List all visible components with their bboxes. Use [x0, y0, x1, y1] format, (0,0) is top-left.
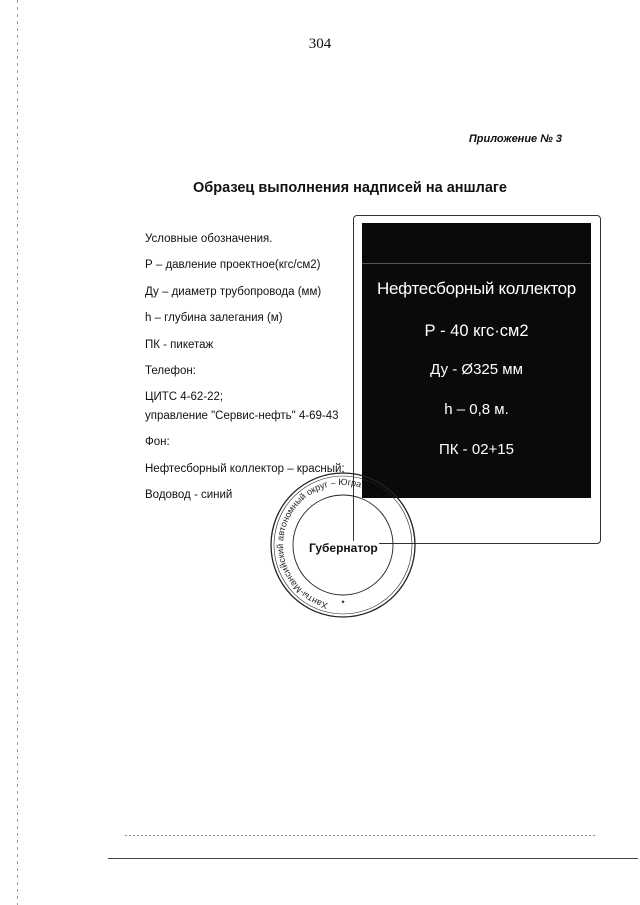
- legend-item-depth: h – глубина залегания (м): [145, 312, 283, 324]
- legend-phone-heading: Телефон:: [145, 365, 196, 377]
- bottom-rule: [108, 858, 638, 859]
- seal-center-text: Губернатор: [309, 541, 378, 555]
- page-margin-rule: [17, 0, 18, 905]
- legend-background-collector: Нефтесборный коллектор – красный;: [145, 463, 345, 475]
- legend-item-picket: ПК - пикетаж: [145, 339, 214, 351]
- sign-board: [362, 223, 591, 498]
- sign-top-band: [362, 263, 591, 264]
- appendix-label: Приложение № 3: [468, 133, 562, 145]
- sign-title: Нефтесборный коллектор: [377, 279, 576, 298]
- legend-item-diameter: Ду – диаметр трубопровода (мм): [145, 286, 322, 298]
- page-title: Образец выполнения надписей на аншлаге: [192, 180, 507, 196]
- legend-background-water: Водовод - синий: [145, 489, 233, 501]
- bottom-dotted-rule: [125, 835, 595, 836]
- seal-ring-text: Ханты-Мансийский автономный округ – Югра: [275, 476, 363, 611]
- sign-depth: h – 0,8 м.: [444, 401, 509, 418]
- sign-diameter: Ду - Ø325 мм: [430, 361, 523, 378]
- legend-heading: Условные обозначения.: [145, 233, 273, 245]
- seal-star-icon: ✦: [340, 600, 346, 606]
- legend-phone-cits: ЦИТС 4-62-22;: [145, 391, 224, 403]
- legend-item-pressure: Р – давление проектное(кгс/см2): [145, 259, 321, 271]
- legend-background-heading: Фон:: [145, 436, 170, 448]
- sign-pressure: Р - 40 кгс·см2: [424, 322, 529, 340]
- legend-phone-service: управление "Сервис-нефть" 4-69-43: [145, 410, 339, 422]
- page-number: 304: [308, 36, 332, 52]
- sign-picket: ПК - 02+15: [439, 441, 514, 458]
